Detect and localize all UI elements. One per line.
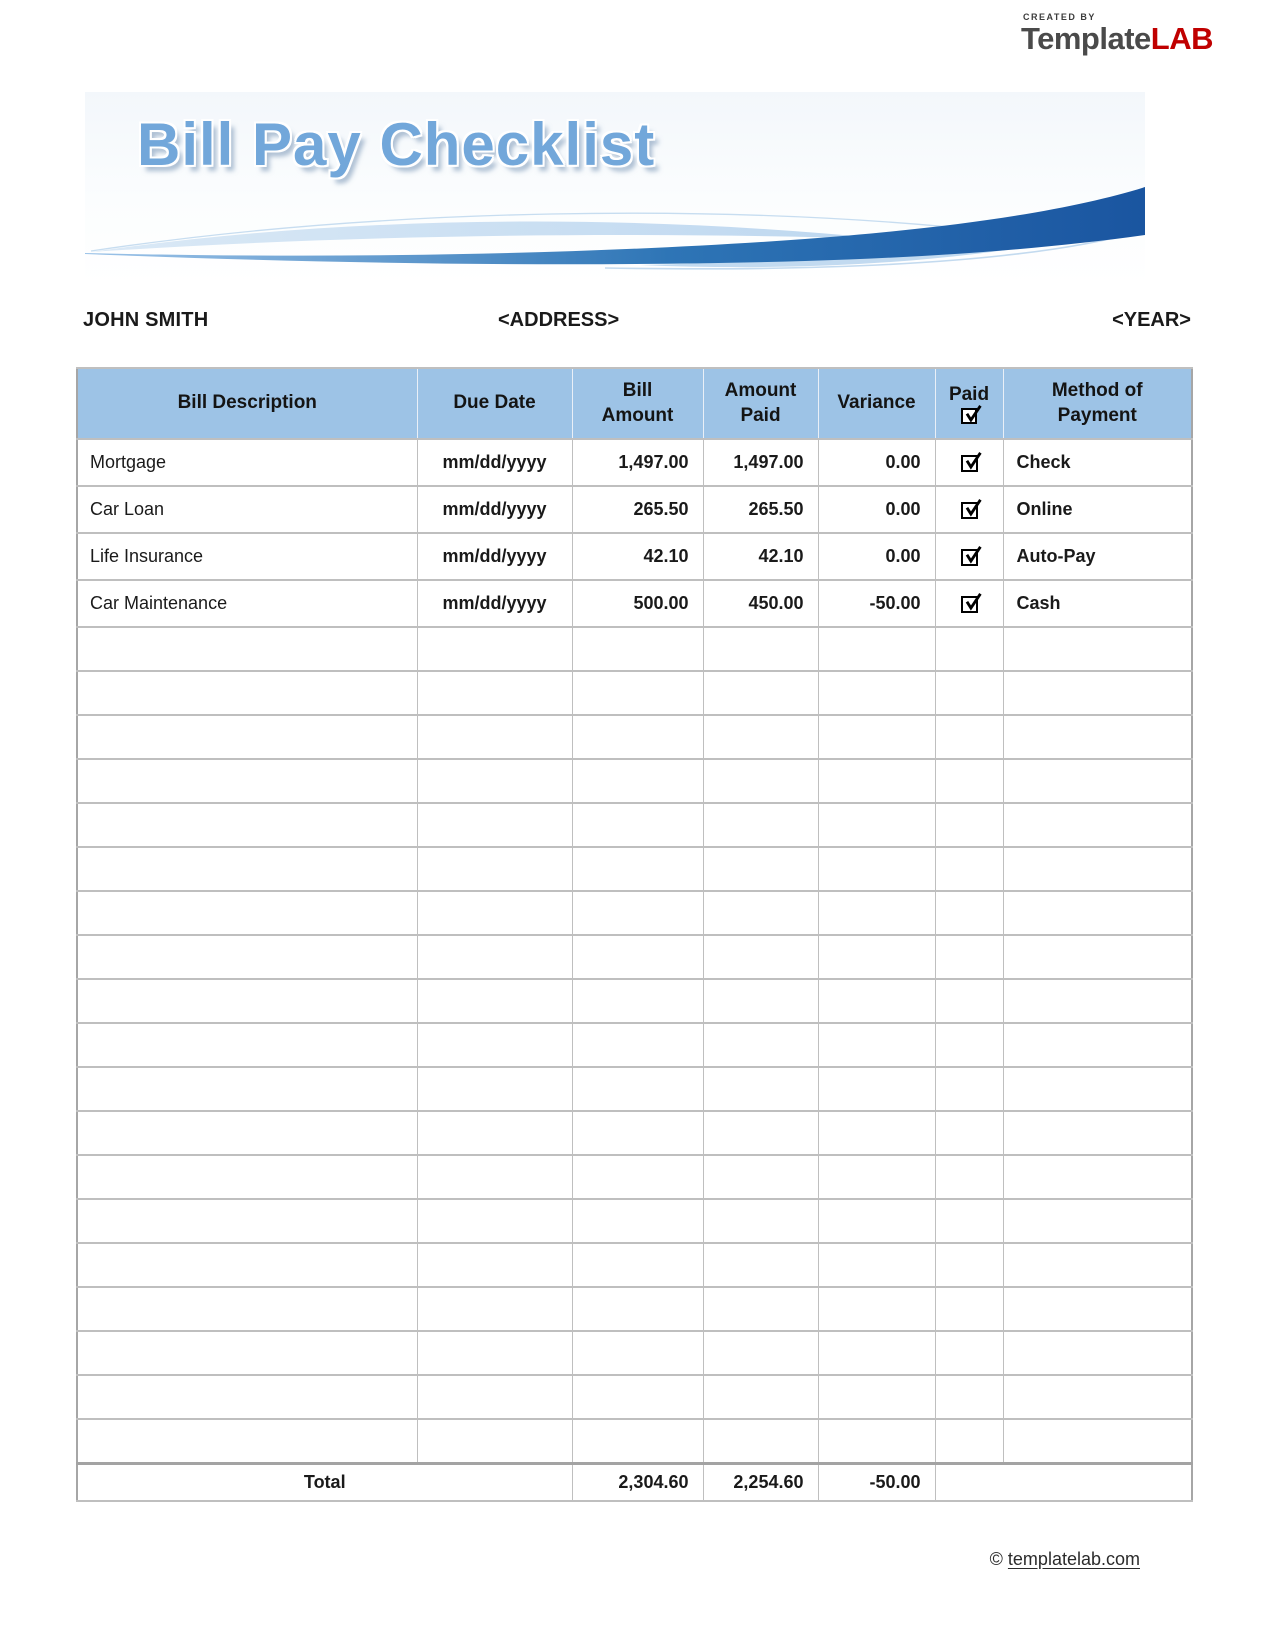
- empty-cell: [1003, 715, 1192, 759]
- empty-cell: [935, 1419, 1003, 1463]
- empty-cell: [572, 1419, 703, 1463]
- copyright-symbol: ©: [989, 1549, 1003, 1569]
- empty-cell: [703, 1331, 818, 1375]
- amount-paid-cell: 265.50: [703, 486, 818, 533]
- checked-checkbox-icon: [961, 408, 977, 424]
- empty-cell: [703, 1023, 818, 1067]
- col-header-due-date: Due Date: [417, 368, 572, 439]
- col-header-bill-amount: Bill Amount: [572, 368, 703, 439]
- checked-checkbox-icon: [961, 455, 978, 472]
- empty-cell: [703, 1155, 818, 1199]
- method-cell: Check: [1003, 439, 1192, 486]
- empty-cell: [818, 627, 935, 671]
- bill-description-cell: Life Insurance: [77, 533, 417, 580]
- total-empty-cell: [935, 1463, 1192, 1501]
- empty-cell: [703, 1419, 818, 1463]
- empty-cell: [572, 1199, 703, 1243]
- empty-cell: [417, 1111, 572, 1155]
- empty-cell: [77, 979, 417, 1023]
- total-bill-amount-cell: 2,304.60: [572, 1463, 703, 1501]
- checked-checkbox-icon: [961, 596, 978, 613]
- empty-cell: [417, 1419, 572, 1463]
- bill-table-body: [77, 439, 1192, 1501]
- empty-row: [77, 935, 1192, 979]
- empty-cell: [935, 1331, 1003, 1375]
- empty-cell: [417, 671, 572, 715]
- variance-cell: -50.00: [818, 580, 935, 627]
- empty-cell: [818, 847, 935, 891]
- empty-cell: [818, 1419, 935, 1463]
- empty-cell: [703, 891, 818, 935]
- empty-cell: [77, 935, 417, 979]
- brand-bar: [0, 12, 1275, 60]
- bill-description-cell: Car Maintenance: [77, 580, 417, 627]
- empty-cell: [1003, 1023, 1192, 1067]
- empty-cell: [818, 1199, 935, 1243]
- empty-cell: [417, 1023, 572, 1067]
- brand-name-lab: LAB: [1150, 21, 1213, 56]
- empty-row: [77, 1023, 1192, 1067]
- empty-row: [77, 715, 1192, 759]
- empty-cell: [703, 715, 818, 759]
- empty-cell: [703, 1067, 818, 1111]
- empty-row: [77, 1287, 1192, 1331]
- empty-row: [77, 1155, 1192, 1199]
- paid-cell: [935, 439, 1003, 486]
- method-cell: Auto-Pay: [1003, 533, 1192, 580]
- empty-cell: [77, 1155, 417, 1199]
- empty-cell: [818, 979, 935, 1023]
- empty-cell: [1003, 1067, 1192, 1111]
- empty-cell: [1003, 1111, 1192, 1155]
- empty-cell: [1003, 803, 1192, 847]
- empty-cell: [417, 1067, 572, 1111]
- empty-cell: [703, 1287, 818, 1331]
- empty-cell: [935, 1111, 1003, 1155]
- empty-cell: [935, 1287, 1003, 1331]
- empty-cell: [1003, 891, 1192, 935]
- title-banner: [85, 92, 1145, 285]
- empty-row: [77, 1199, 1192, 1243]
- page-footer: [990, 1549, 1140, 1570]
- templatelab-link[interactable]: templatelab.com: [1007, 1549, 1140, 1569]
- empty-cell: [1003, 627, 1192, 671]
- checked-checkbox-icon: [961, 502, 978, 519]
- empty-cell: [1003, 1243, 1192, 1287]
- empty-cell: [1003, 1155, 1192, 1199]
- empty-cell: [818, 759, 935, 803]
- empty-cell: [417, 1243, 572, 1287]
- empty-cell: [1003, 759, 1192, 803]
- total-variance-cell: -50.00: [818, 1463, 935, 1501]
- empty-cell: [572, 847, 703, 891]
- empty-cell: [77, 1243, 417, 1287]
- variance-cell: 0.00: [818, 533, 935, 580]
- page-title: Bill Pay Checklist: [137, 111, 656, 178]
- paid-cell: [935, 580, 1003, 627]
- empty-cell: [417, 891, 572, 935]
- empty-cell: [572, 1111, 703, 1155]
- empty-cell: [935, 1067, 1003, 1111]
- empty-cell: [1003, 847, 1192, 891]
- empty-cell: [572, 1243, 703, 1287]
- empty-cell: [818, 803, 935, 847]
- empty-cell: [77, 715, 417, 759]
- amount-paid-cell: 450.00: [703, 580, 818, 627]
- empty-cell: [935, 847, 1003, 891]
- amount-paid-cell: 1,497.00: [703, 439, 818, 486]
- due-date-cell: mm/dd/yyyy: [417, 439, 572, 486]
- empty-cell: [703, 1243, 818, 1287]
- empty-cell: [572, 627, 703, 671]
- due-date-cell: mm/dd/yyyy: [417, 580, 572, 627]
- empty-cell: [572, 935, 703, 979]
- empty-cell: [935, 1375, 1003, 1419]
- empty-cell: [417, 979, 572, 1023]
- empty-cell: [703, 1111, 818, 1155]
- brand-name-template: Template: [1020, 21, 1151, 56]
- empty-cell: [417, 1375, 572, 1419]
- info-row: [78, 309, 1191, 339]
- col-header-method-of-payment: Method of Payment: [1003, 368, 1192, 439]
- empty-cell: [1003, 935, 1192, 979]
- empty-cell: [1003, 1287, 1192, 1331]
- empty-cell: [818, 1067, 935, 1111]
- empty-cell: [572, 1331, 703, 1375]
- empty-cell: [703, 671, 818, 715]
- empty-cell: [818, 1111, 935, 1155]
- empty-cell: [703, 935, 818, 979]
- templatelab-logo[interactable]: [1021, 12, 1213, 54]
- empty-cell: [703, 1375, 818, 1419]
- empty-cell: [935, 759, 1003, 803]
- table-row: [77, 533, 1192, 580]
- empty-row: [77, 1331, 1192, 1375]
- empty-cell: [417, 1199, 572, 1243]
- empty-cell: [77, 1023, 417, 1067]
- empty-cell: [818, 1287, 935, 1331]
- empty-cell: [77, 627, 417, 671]
- empty-cell: [77, 1199, 417, 1243]
- empty-row: [77, 979, 1192, 1023]
- empty-cell: [77, 1287, 417, 1331]
- payer-name: JOHN SMITH: [83, 309, 209, 331]
- empty-cell: [935, 1155, 1003, 1199]
- empty-cell: [818, 891, 935, 935]
- due-date-cell: mm/dd/yyyy: [417, 486, 572, 533]
- empty-cell: [572, 1375, 703, 1419]
- empty-row: [77, 1419, 1192, 1463]
- table-row: [77, 486, 1192, 533]
- empty-cell: [703, 847, 818, 891]
- empty-row: [77, 759, 1192, 803]
- total-amount-paid-cell: 2,254.60: [703, 1463, 818, 1501]
- col-header-amount-paid: Amount Paid: [703, 368, 818, 439]
- due-date-cell: mm/dd/yyyy: [417, 533, 572, 580]
- empty-cell: [1003, 1419, 1192, 1463]
- empty-cell: [935, 979, 1003, 1023]
- empty-row: [77, 671, 1192, 715]
- bill-amount-cell: 42.10: [572, 533, 703, 580]
- empty-cell: [703, 759, 818, 803]
- amount-paid-cell: 42.10: [703, 533, 818, 580]
- table-row: [77, 439, 1192, 486]
- empty-cell: [935, 1243, 1003, 1287]
- empty-cell: [935, 671, 1003, 715]
- empty-cell: [572, 1155, 703, 1199]
- bill-amount-cell: 1,497.00: [572, 439, 703, 486]
- empty-cell: [818, 1331, 935, 1375]
- empty-cell: [935, 1023, 1003, 1067]
- empty-cell: [935, 803, 1003, 847]
- empty-cell: [935, 715, 1003, 759]
- total-row: [77, 1463, 1192, 1501]
- empty-cell: [572, 1287, 703, 1331]
- checked-checkbox-icon: [961, 549, 978, 566]
- empty-cell: [703, 979, 818, 1023]
- empty-row: [77, 1375, 1192, 1419]
- empty-cell: [417, 935, 572, 979]
- col-header-variance: Variance: [818, 368, 935, 439]
- empty-cell: [703, 627, 818, 671]
- col-header-bill-description: Bill Description: [77, 368, 417, 439]
- empty-cell: [935, 935, 1003, 979]
- empty-cell: [572, 1067, 703, 1111]
- empty-cell: [818, 715, 935, 759]
- empty-row: [77, 1067, 1192, 1111]
- paid-cell: [935, 486, 1003, 533]
- empty-cell: [77, 803, 417, 847]
- empty-cell: [572, 715, 703, 759]
- empty-cell: [1003, 1375, 1192, 1419]
- empty-cell: [1003, 1199, 1192, 1243]
- empty-cell: [572, 891, 703, 935]
- empty-cell: [417, 1155, 572, 1199]
- empty-cell: [417, 627, 572, 671]
- variance-cell: 0.00: [818, 439, 935, 486]
- empty-row: [77, 891, 1192, 935]
- empty-cell: [818, 1243, 935, 1287]
- table-header: [77, 368, 1192, 439]
- paid-cell: [935, 533, 1003, 580]
- created-by-label: CREATED BY: [1022, 12, 1096, 22]
- empty-cell: [1003, 979, 1192, 1023]
- empty-cell: [572, 759, 703, 803]
- empty-cell: [77, 1067, 417, 1111]
- empty-cell: [572, 803, 703, 847]
- year-placeholder: <YEAR>: [1112, 309, 1191, 331]
- empty-cell: [77, 671, 417, 715]
- empty-cell: [77, 1375, 417, 1419]
- empty-cell: [1003, 1331, 1192, 1375]
- method-cell: Cash: [1003, 580, 1192, 627]
- bill-pay-table: [76, 367, 1193, 1502]
- empty-cell: [417, 759, 572, 803]
- empty-cell: [77, 1111, 417, 1155]
- empty-row: [77, 1111, 1192, 1155]
- address-placeholder: <ADDRESS>: [498, 309, 620, 331]
- empty-cell: [77, 1419, 417, 1463]
- empty-cell: [818, 1155, 935, 1199]
- empty-cell: [935, 1199, 1003, 1243]
- empty-cell: [572, 1023, 703, 1067]
- bill-amount-cell: 265.50: [572, 486, 703, 533]
- empty-cell: [417, 715, 572, 759]
- empty-cell: [77, 1331, 417, 1375]
- empty-cell: [77, 847, 417, 891]
- empty-cell: [703, 803, 818, 847]
- empty-cell: [1003, 671, 1192, 715]
- bill-description-cell: Mortgage: [77, 439, 417, 486]
- empty-row: [77, 627, 1192, 671]
- method-cell: Online: [1003, 486, 1192, 533]
- empty-cell: [818, 671, 935, 715]
- table-row: [77, 580, 1192, 627]
- empty-cell: [417, 847, 572, 891]
- empty-row: [77, 803, 1192, 847]
- total-label-cell: Total: [77, 1463, 572, 1501]
- empty-cell: [417, 1287, 572, 1331]
- bill-description-cell: Car Loan: [77, 486, 417, 533]
- empty-row: [77, 847, 1192, 891]
- empty-cell: [935, 891, 1003, 935]
- empty-row: [77, 1243, 1192, 1287]
- swoosh-graphic: [85, 175, 1145, 295]
- empty-cell: [935, 627, 1003, 671]
- empty-cell: [77, 891, 417, 935]
- empty-cell: [572, 979, 703, 1023]
- empty-cell: [818, 935, 935, 979]
- empty-cell: [417, 1331, 572, 1375]
- col-header-paid: Paid: [935, 368, 1003, 439]
- bill-amount-cell: 500.00: [572, 580, 703, 627]
- empty-cell: [818, 1023, 935, 1067]
- empty-cell: [818, 1375, 935, 1419]
- empty-cell: [417, 803, 572, 847]
- empty-cell: [77, 759, 417, 803]
- variance-cell: 0.00: [818, 486, 935, 533]
- brand-wordmark: [1021, 23, 1213, 54]
- empty-cell: [572, 671, 703, 715]
- empty-cell: [703, 1199, 818, 1243]
